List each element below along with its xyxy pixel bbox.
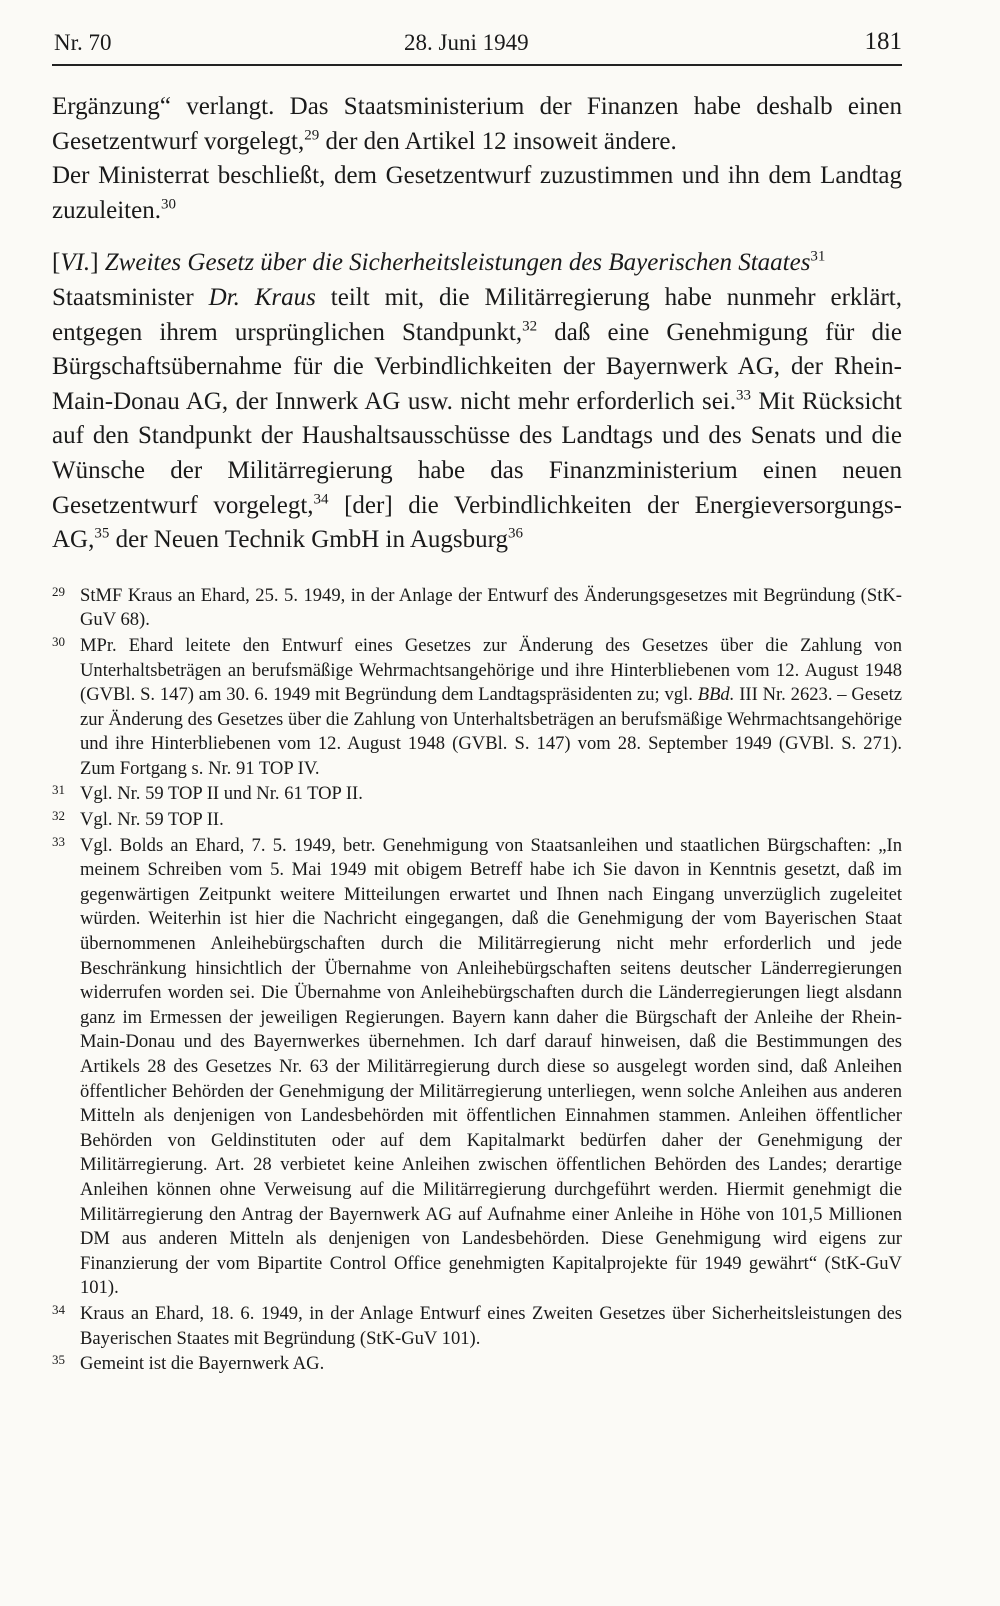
footnote-ref-36: 36 <box>508 525 524 542</box>
footnote-number: 29 <box>52 583 65 599</box>
footnote: 32 Vgl. Nr. 59 TOP II. <box>52 808 902 833</box>
footnote-number: 30 <box>52 633 65 649</box>
paragraph-3: Staatsminister Dr. Kraus teilt mit, die Militärregierung habe nunmehr erklärt, entgegen ihrem ursprünglichen Standpunkt,$^{32}$ daß eine Genehmigung für die Bürgschaftsübernahme für die Verbindlichkeiten der Bayernwerk AG, der Rhein-Main-Donau AG, der Innwerk AG usw. nicht mehr erforderlich sei.$^{33}$ Mit Rücksicht auf den Standpunkt der Haushaltsausschüsse des Landtags und des Senats und die Wünsche der Militärregierung habe das Finanzministerium einen neuen Gesetzentwurf vorgelegt,$^{34}$ [der] die Verbindlichkeiten der Energieversorgungs-AG,$^{35}$ der Neuen Technik GmbH in Augsburg$^{36}$ <box>52 283 902 554</box>
footnote: 30 MPr. Ehard leitete den Entwurf eines Gesetzes zur Änderung des Gesetzes über die Zahlung von Unterhaltsbeträgen an berufsmäßige Wehrmachtsangehörige und ihre Hinterbliebenen vom 12. August 1948 (GVBl. S. 147) am 30. 6. 1949 mit Begründung dem Landtagspräsidenten zu; vgl. BBd. III Nr. 2623. – Gesetz zur Änderung des Gesetzes über die Zahlung von Unterhaltsbeträgen an berufsmäßige Wehrmachtsangehörige und ihre Hinterbliebenen vom 12. August 1948 (GVBl. S. 147) vom 28. September 1949 (GVBl. S. 271). Zum Fortgang s. Nr. 91 TOP IV. <box>52 634 902 782</box>
footnotes <box>52 584 902 1377</box>
protocol-number: Nr. 70 <box>54 30 112 55</box>
main-text <box>52 90 902 558</box>
footnote-ref-29: 29 <box>304 127 320 144</box>
footnote-number: 33 <box>52 833 65 849</box>
footnote-number: 32 <box>52 808 65 824</box>
section-heading: [VI.] Zweites Gesetz über die Sicherheitsleistungen des Bayerischen Staates$^{31}$ <box>52 249 826 277</box>
footnote-ref-31: 31 <box>810 249 826 266</box>
footnote-number: 31 <box>52 782 65 798</box>
document-page <box>52 28 902 1378</box>
footnote-ref-32: 32 <box>522 318 538 335</box>
footnote-ref-33: 33 <box>735 387 751 404</box>
footnote: 34 Kraus an Ehard, 18. 6. 1949, in der Anlage Entwurf eines Zweiten Gesetzes über Sicherheitsleistungen des Bayerischen Staates mit Begründung (StK-GuV 101). <box>52 1302 902 1351</box>
paragraph-1: Ergänzung“ verlangt. Das Staatsministerium der Finanzen habe deshalb einen Gesetzentwurf vorgelegt,$^{29}$ der den Artikel 12 insoweit ändere. <box>52 93 902 155</box>
section-number: VI. <box>60 249 91 277</box>
footnote-number: 35 <box>52 1352 65 1368</box>
header-date: 28. Juni 1949 <box>404 30 529 55</box>
page-number: 181 <box>864 28 902 55</box>
footnote-ref-30: 30 <box>160 196 176 213</box>
footnote: 33 Vgl. Bolds an Ehard, 7. 5. 1949, betr. Genehmigung von Staatsanleihen und staatlichen Bürgschaften: „In meinem Schreiben vom 5. Mai 1949 mit obigem Betreff habe ich Sie davon in Kenntnis gesetzt, daß im gegenwärtigen Zeitpunkt weitere Mitteilungen erwartet und Ihnen nach Eingang unverzüglich zugeleitet würden. Weiterhin ist hier die Nachricht eingegangen, daß die Genehmigung der vom Bayerischen Staat übernommenen Anleihebürgschaften durch die Militärregierung nicht mehr erforderlich und jede Beschränkung hinsichtlich der Übernahme von Anleihebürgschaften seitens deutscher Länderregierungen widerrufen worden sei. Die Übernahme von Anleihebürgschaften durch die Länderregierungen liegt alsdann ganz im Ermessen der jeweiligen Regierungen. Bayern kann daher die Bürgschaft der Anleihe der Rhein-Main-Donau und des Bayernwerkes übernehmen. Ich darf darauf hinweisen, daß die Bestimmungen des Artikels 28 des Gesetzes Nr. 63 der Militärregierung durch diese so ausgelegt worden sind, daß Anleihen öffentlicher Behörden der Genehmigung der Militärregierung unterliegen, wenn solche Anleihen aus anderen Mitteln als denjenigen von Landesbehörden mit öffentlichen Einnahmen stammen. Anleihen öffentlicher Behörden von Geldinstituten oder auf dem Kapitalmarkt bedürfen daher der Genehmigung der Militärregierung. Art. 28 verbietet keine Anleihen zwischen öffentlichen Behörden des Landes; derartige Anleihen können ohne Verweisung auf die Militärregierung durchgeführt werden. Hiermit genehmigt die Militärregierung den Antrag der Bayernwerk AG auf Aufnahme einer Anleihe in Höhe von 101,5 Millionen DM aus anderen Mitteln als denjenigen von Landesbehörden. Diese Genehmigung wird eigens zur Finanzierung der vom Bipartite Control Office genehmigten Kapitalprojekte für 1949 gewährt“ (StK-GuV 101). <box>52 834 902 1301</box>
section-title: Zweites Gesetz über die Sicherheitsleistungen des Bayerischen Staates <box>104 249 811 277</box>
paragraph-2: Der Ministerrat beschließt, dem Gesetzentwurf zuzustimmen und ihn dem Landtag zuzuleiten.$^{30}$ <box>52 162 902 224</box>
footnote-ref-35: 35 <box>94 525 110 542</box>
footnote: 35 Gemeint ist die Bayernwerk AG. <box>52 1352 902 1377</box>
footnote: 29 StMF Kraus an Ehard, 25. 5. 1949, in der Anlage der Entwurf des Änderungsgesetzes mit Begründung (StK-GuV 68). <box>52 584 902 633</box>
footnote: 31 Vgl. Nr. 59 TOP II und Nr. 61 TOP II. <box>52 782 902 807</box>
speaker-name: Dr. Kraus <box>208 283 316 311</box>
footnote-number: 34 <box>52 1301 65 1317</box>
running-header <box>52 28 902 66</box>
footnote-ref-34: 34 <box>313 491 329 508</box>
